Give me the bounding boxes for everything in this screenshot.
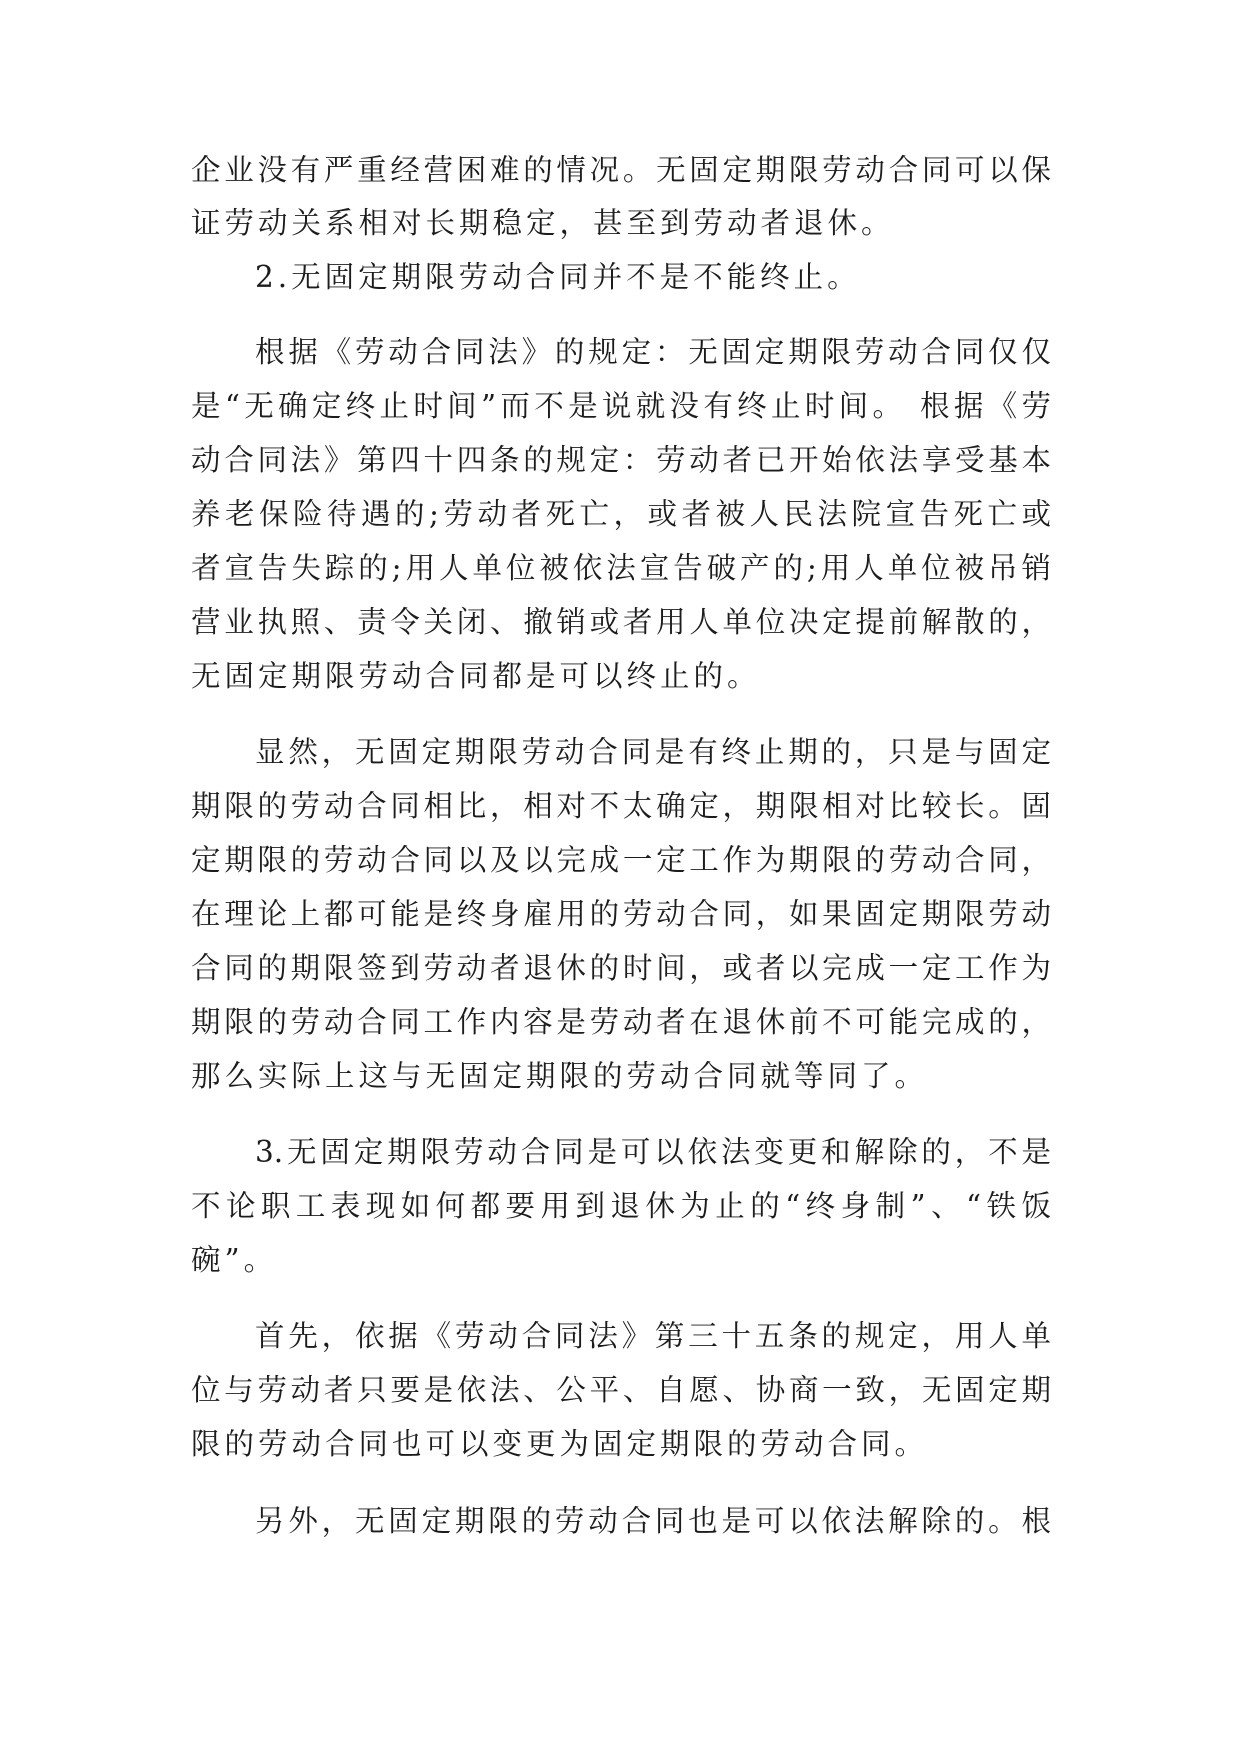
text-line: 期限的劳动合同相比，相对不太确定，期限相对比较长。固 <box>191 789 1051 823</box>
text-line: 在理论上都可能是终身雇用的劳动合同，如果固定期限劳动 <box>191 897 1051 931</box>
text-line: 证劳动关系相对长期稳定，甚至到劳动者退休。 <box>191 206 895 240</box>
text-line: 是“无确定终止时间”而不是说就没有终止时间。 根据《劳 <box>191 389 1051 423</box>
text-line: 营业执照、责令关闭、撤销或者用人单位决定提前解散的， <box>191 605 1051 639</box>
text-line: 养老保险待遇的;劳动者死亡，或者被人民法院宣告死亡或 <box>191 497 1051 531</box>
text-line: 限的劳动合同也可以变更为固定期限的劳动合同。 <box>191 1427 929 1461</box>
text-line: 动合同法》第四十四条的规定：劳动者已开始依法享受基本 <box>191 443 1051 477</box>
text-line: 首先，依据《劳动合同法》第三十五条的规定，用人单 <box>255 1319 1051 1353</box>
text-line: 2.无固定期限劳动合同并不是不能终止。 <box>255 260 861 294</box>
text-line: 企业没有严重经营困难的情况。无固定期限劳动合同可以保 <box>191 153 1051 187</box>
text-line: 碗”。 <box>191 1243 278 1277</box>
text-line: 定期限的劳动合同以及以完成一定工作为期限的劳动合同， <box>191 843 1051 877</box>
text-line: 者宣告失踪的;用人单位被依法宣告破产的;用人单位被吊销 <box>191 551 1051 585</box>
text-line: 不论职工表现如何都要用到退休为止的“终身制”、“铁饭 <box>191 1189 1051 1223</box>
text-line: 期限的劳动合同工作内容是劳动者在退休前不可能完成的， <box>191 1005 1051 1039</box>
text-line: 3.无固定期限劳动合同是可以依法变更和解除的，不是 <box>255 1135 1051 1169</box>
text-line: 位与劳动者只要是依法、公平、自愿、协商一致，无固定期 <box>191 1373 1051 1407</box>
text-line: 根据《劳动合同法》的规定：无固定期限劳动合同仅仅 <box>255 335 1051 369</box>
text-line: 另外，无固定期限的劳动合同也是可以依法解除的。根 <box>255 1504 1051 1538</box>
text-line: 合同的期限签到劳动者退休的时间，或者以完成一定工作为 <box>191 951 1051 985</box>
text-line: 显然，无固定期限劳动合同是有终止期的，只是与固定 <box>255 735 1051 769</box>
text-line: 那么实际上这与无固定期限的劳动合同就等同了。 <box>191 1059 929 1093</box>
text-line: 无固定期限劳动合同都是可以终止的。 <box>191 659 761 693</box>
